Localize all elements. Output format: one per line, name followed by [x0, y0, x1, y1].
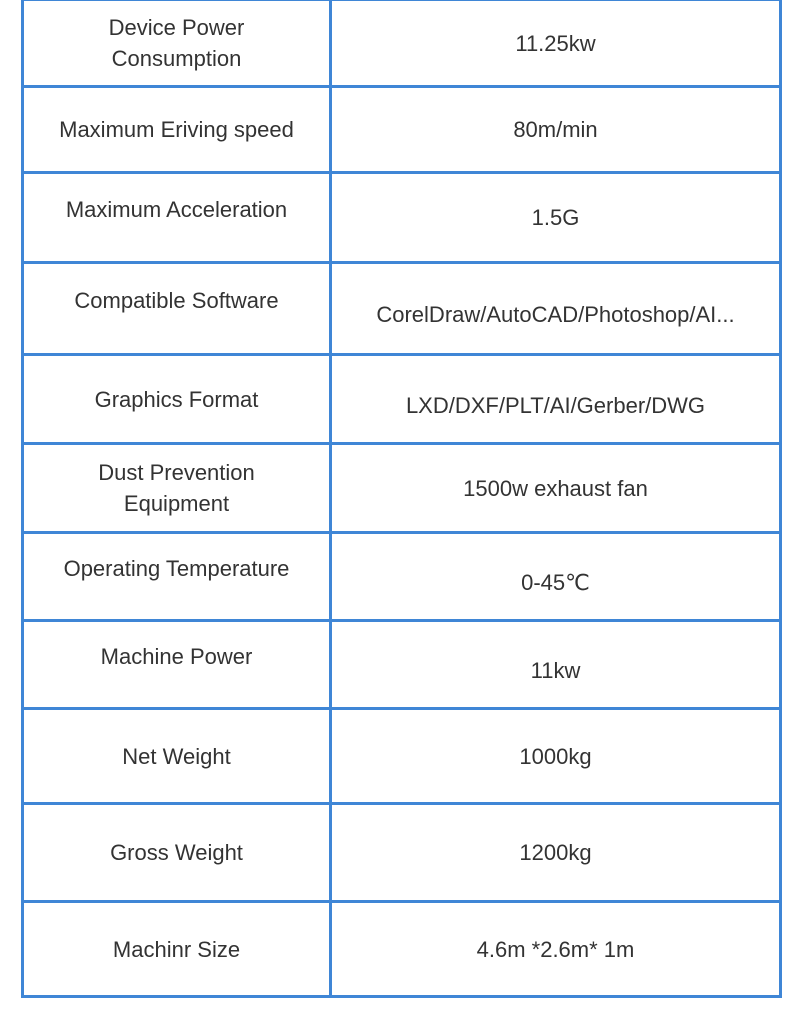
spec-label: Operating Temperature — [63, 556, 290, 581]
spec-label: Machine Power — [100, 644, 253, 669]
spec-value: 0-45℃ — [521, 570, 590, 595]
table-row — [23, 804, 781, 902]
spec-label: Device Power Consumption — [108, 15, 245, 71]
spec-value-cell — [331, 804, 781, 902]
spec-value: 1500w exhaust fan — [463, 475, 648, 501]
spec-value-cell — [331, 533, 781, 621]
spec-value-cell — [331, 0, 781, 87]
spec-value: 1000kg — [519, 743, 592, 769]
spec-value: 80m/min — [513, 117, 598, 142]
spec-label-cell — [23, 621, 331, 709]
spec-value: LXD/DXF/PLT/AI/Gerber/DWG — [405, 392, 706, 418]
spec-label: Dust Prevention Equipment — [98, 460, 255, 516]
table-row — [23, 0, 781, 87]
table-row — [23, 173, 781, 263]
spec-label: Machinr Size — [112, 936, 241, 962]
spec-value: 11kw — [530, 658, 581, 683]
spec-value-cell — [331, 87, 781, 173]
spec-value: 4.6m *2.6m* 1m — [476, 936, 635, 962]
spec-label: Net Weight — [122, 743, 231, 769]
table-row — [23, 263, 781, 355]
spec-label-cell — [23, 444, 331, 533]
spec-value-cell — [331, 444, 781, 533]
spec-label-cell — [23, 355, 331, 444]
spec-value-cell — [331, 902, 781, 997]
spec-label: Compatible Software — [74, 288, 279, 313]
spec-value-cell — [331, 621, 781, 709]
spec-label: Graphics Format — [94, 386, 259, 412]
spec-value-cell — [331, 173, 781, 263]
specification-table — [21, 0, 782, 998]
spec-label-cell — [23, 263, 331, 355]
spec-value: CorelDraw/AutoCAD/Photoshop/AI... — [376, 302, 735, 327]
spec-value-cell — [331, 709, 781, 804]
spec-label-cell — [23, 173, 331, 263]
spec-label-cell — [23, 709, 331, 804]
spec-label: Maximum Eriving speed — [59, 117, 294, 142]
table-row — [23, 709, 781, 804]
spec-value-cell — [331, 355, 781, 444]
spec-label-cell — [23, 533, 331, 621]
spec-label-cell — [23, 902, 331, 997]
spec-value: 11.25kw — [515, 30, 596, 56]
spec-value: 1200kg — [519, 840, 592, 865]
table-row — [23, 902, 781, 997]
spec-label-cell — [23, 87, 331, 173]
spec-value: 1.5G — [531, 205, 580, 230]
spec-label-cell — [23, 0, 331, 87]
table-row — [23, 444, 781, 533]
spec-label: Maximum Acceleration — [65, 197, 288, 222]
spec-label-cell — [23, 804, 331, 902]
table-row — [23, 87, 781, 173]
table-row — [23, 533, 781, 621]
table-row — [23, 355, 781, 444]
spec-label: Gross Weight — [110, 840, 243, 865]
table-row — [23, 621, 781, 709]
spec-value-cell — [331, 263, 781, 355]
